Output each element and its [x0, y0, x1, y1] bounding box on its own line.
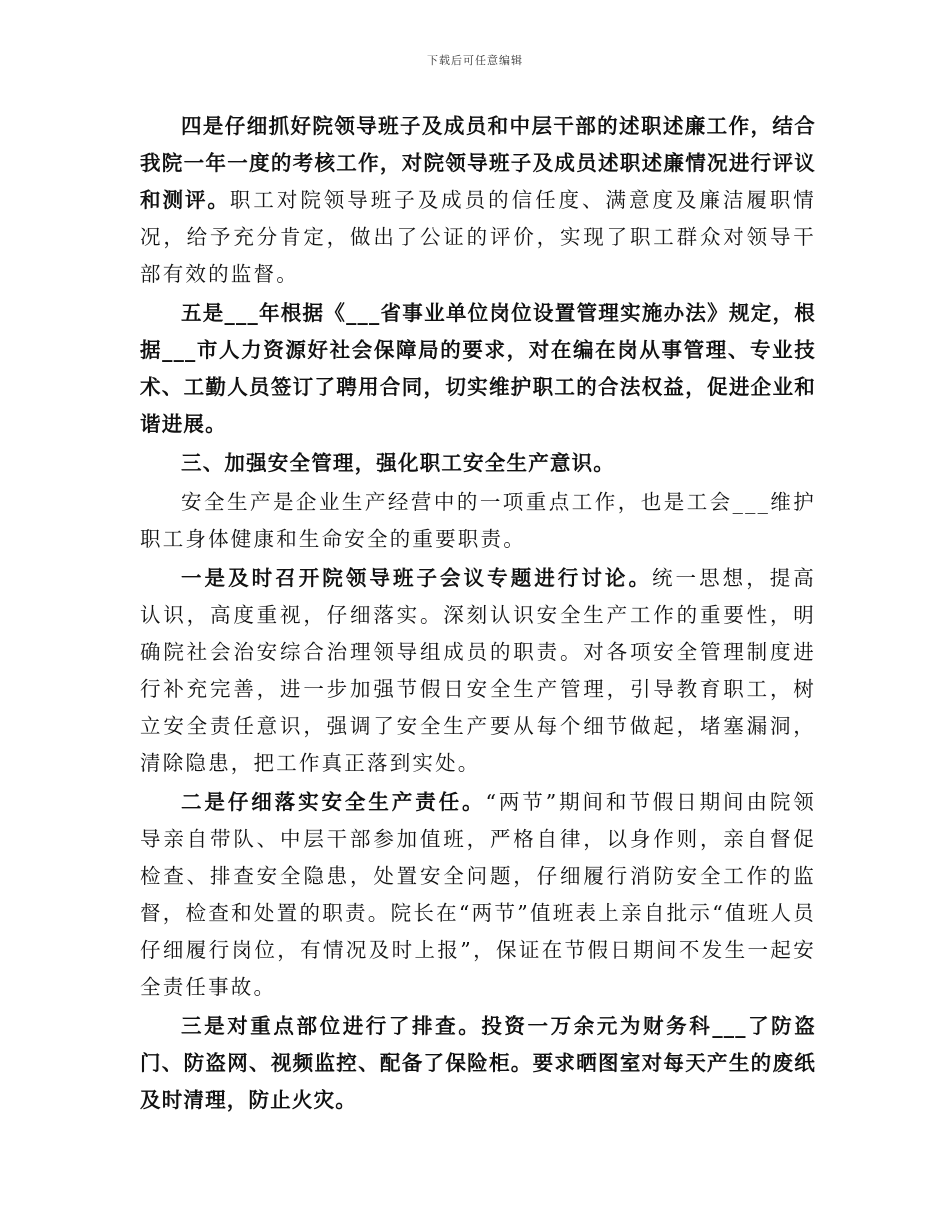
- paragraph-text: “两节”期间和节假日期间由院领导亲自带队、中层干部参加值班，严格自律，以身作则，亲自督促检查、排查安全隐患，处置安全问题，仔细履行消防安全工作的监督，检查和处置的职责。院长在“两节”值班表上亲自批示“值班人员仔细履行岗位，有情况及时上报”，保证在节假日期间不发生一起安全责任事故。: [140, 790, 816, 999]
- paragraph-lead: 四是仔细抓好院领导班子及成员和中层干部的述职述廉工作，结合我院一年一度的考核工作，对院领导班子及成员述职述廉情况进行评议和测评。: [140, 114, 816, 212]
- paragraph-item-two: [140, 784, 816, 1006]
- paragraph-lead: 三是对重点部位进行了排查。投资一万余元为财务科___了防盗门、防盗网、视频监控、配备了保险柜。要求晒图室对每天产生的废纸及时清理，防止火灾。: [140, 1014, 816, 1112]
- page-header: 下载后可任意编辑: [427, 54, 523, 67]
- paragraph-item-four: [140, 108, 816, 293]
- paragraph-lead: 五是___年根据《___省事业单位岗位设置管理实施办法》规定，根据___市人力资源好社会保障局的要求，对在编在岗从事管理、专业技术、工勤人员签订了聘用合同，切实维护职工的合法权益，促进企业和谐进展。: [140, 301, 816, 436]
- section-heading-text: 三、加强安全管理，强化职工安全生产意识。: [181, 451, 615, 475]
- paragraph-safety-intro: [140, 484, 816, 558]
- section-heading-safety: [140, 445, 816, 482]
- paragraph-lead: 二是仔细落实安全生产责任。: [181, 790, 486, 814]
- paragraph-item-one: [140, 560, 816, 782]
- paragraph-text: 职工对院领导班子及成员的信任度、满意度及廉洁履职情况，给予充分肯定，做出了公证的评价，实现了职工群众对领导干部有效的监督。: [140, 188, 816, 286]
- document-body: [140, 108, 816, 1121]
- paragraph-lead: 一是及时召开院领导班子会议专题进行讨论。: [181, 566, 652, 590]
- paragraph-text: 统一思想，提高认识，高度重视，仔细落实。深刻认识安全生产工作的重要性，明确院社会治安综合治理领导组成员的职责。对各项安全管理制度进行补充完善，进一步加强节假日安全生产管理，引导教育职工，树立安全责任意识，强调了安全生产要从每个细节做起，堵塞漏洞，清除隐患，把工作真正落到实处。: [140, 566, 816, 775]
- paragraph-item-five: [140, 295, 816, 443]
- paragraph-text: 安全生产是企业生产经营中的一项重点工作，也是工会___维护职工身体健康和生命安全的重要职责。: [140, 490, 816, 551]
- paragraph-item-three: [140, 1008, 816, 1119]
